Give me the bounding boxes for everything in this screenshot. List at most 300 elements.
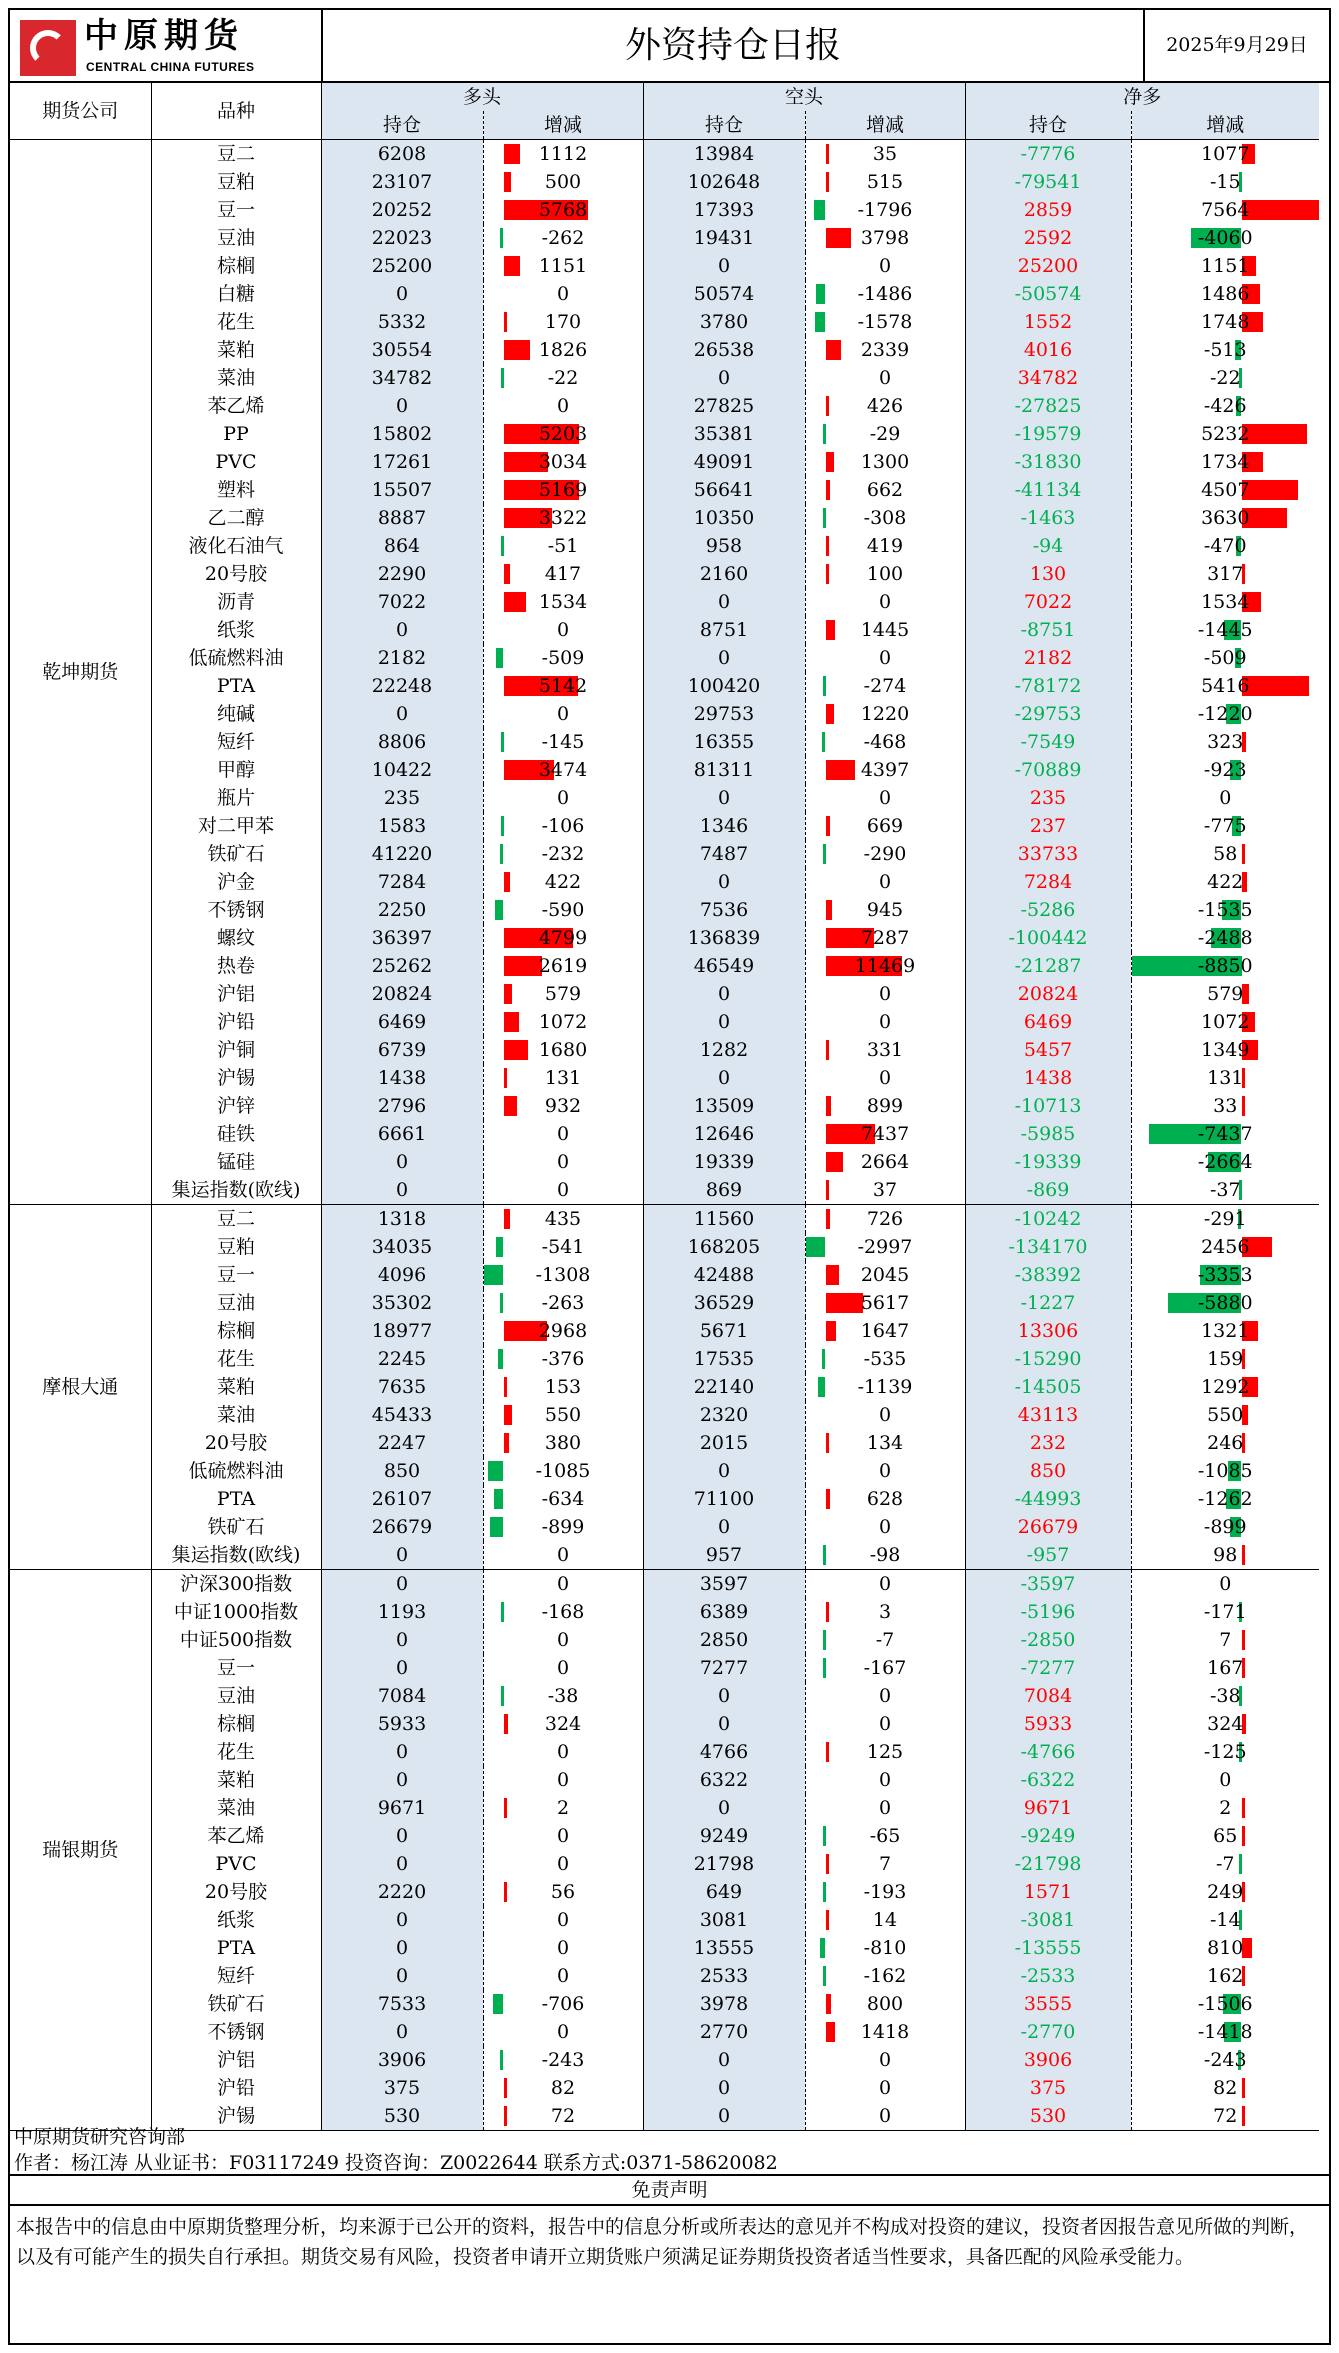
net-position bbox=[965, 476, 1131, 504]
variety-name: 豆一 bbox=[151, 1261, 321, 1289]
cell-value: -2533 bbox=[1020, 1964, 1076, 1987]
net-change bbox=[1131, 616, 1319, 644]
table-row bbox=[10, 1261, 1319, 1289]
cell-value: 56641 bbox=[693, 478, 755, 501]
net-position bbox=[965, 1850, 1131, 1878]
net-position bbox=[965, 784, 1131, 812]
cell-value: 7084 bbox=[377, 1684, 427, 1707]
cell-value: 0 bbox=[717, 254, 731, 277]
long-change bbox=[483, 1176, 643, 1205]
net-position bbox=[965, 1822, 1131, 1850]
cell-value: 0 bbox=[556, 282, 570, 305]
net-position bbox=[965, 140, 1131, 169]
short-position bbox=[643, 1176, 805, 1205]
long-position bbox=[321, 1092, 483, 1120]
cell-value: 2770 bbox=[699, 2020, 749, 2043]
short-change bbox=[805, 924, 965, 952]
cell-value: 12646 bbox=[693, 1122, 755, 1145]
cell-value: 0 bbox=[395, 1964, 409, 1987]
cell-value: 375 bbox=[1029, 2076, 1067, 2099]
table-row bbox=[10, 1064, 1319, 1092]
net-change bbox=[1131, 1485, 1319, 1513]
net-change bbox=[1131, 476, 1319, 504]
short-position bbox=[643, 2018, 805, 2046]
net-position bbox=[965, 1373, 1131, 1401]
net-change bbox=[1131, 140, 1319, 169]
cell-value: -134170 bbox=[1008, 1235, 1088, 1258]
decrease-bar bbox=[822, 1349, 826, 1369]
net-change bbox=[1131, 1120, 1319, 1148]
cell-value: 380 bbox=[544, 1431, 582, 1454]
decrease-bar bbox=[822, 732, 825, 752]
long-change bbox=[483, 1317, 643, 1345]
net-position bbox=[965, 896, 1131, 924]
cell-value: 7564 bbox=[1201, 198, 1250, 221]
short-position bbox=[643, 1822, 805, 1850]
increase-bar bbox=[1242, 676, 1309, 696]
short-position bbox=[643, 1541, 805, 1570]
net-change bbox=[1131, 1626, 1319, 1654]
cell-value: -3081 bbox=[1020, 1908, 1076, 1931]
increase-bar bbox=[826, 144, 829, 164]
long-change bbox=[483, 560, 643, 588]
net-position bbox=[965, 756, 1131, 784]
cell-value: 1346 bbox=[699, 814, 749, 837]
cell-value: 0 bbox=[556, 1122, 570, 1145]
net-change bbox=[1131, 784, 1319, 812]
cell-value: 5169 bbox=[538, 478, 588, 501]
short-position bbox=[643, 140, 805, 169]
increase-bar bbox=[504, 312, 507, 332]
variety-name: 铁矿石 bbox=[151, 840, 321, 868]
cell-value: 0 bbox=[395, 1852, 409, 1875]
cell-value: -2770 bbox=[1020, 2020, 1076, 2043]
cell-value: 58 bbox=[1213, 842, 1238, 865]
report-footer bbox=[10, 2118, 1329, 2278]
cell-value: -15 bbox=[1209, 170, 1241, 193]
cell-value: 1552 bbox=[1023, 310, 1073, 333]
cell-value: 0 bbox=[556, 1768, 570, 1791]
net-change bbox=[1131, 252, 1319, 280]
short-change bbox=[805, 588, 965, 616]
net-change bbox=[1131, 952, 1319, 980]
net-position bbox=[965, 1092, 1131, 1120]
cell-value: 5457 bbox=[1023, 1038, 1073, 1061]
cell-value: 0 bbox=[395, 2020, 409, 2043]
cell-value: 6208 bbox=[377, 142, 427, 165]
net-change bbox=[1131, 868, 1319, 896]
cell-value: 323 bbox=[1207, 730, 1244, 753]
cell-value: 2182 bbox=[1023, 646, 1073, 669]
cell-value: 7635 bbox=[377, 1375, 427, 1398]
cell-value: 17261 bbox=[371, 450, 433, 473]
company-name: 摩根大通 bbox=[10, 1205, 151, 1570]
table-row bbox=[10, 840, 1319, 868]
cell-value: 4397 bbox=[860, 758, 910, 781]
cell-value: -29753 bbox=[1014, 702, 1082, 725]
net-change bbox=[1131, 840, 1319, 868]
net-change bbox=[1131, 420, 1319, 448]
cell-value: -10242 bbox=[1014, 1207, 1082, 1230]
cell-value: 2664 bbox=[860, 1150, 910, 1173]
cell-value: -38 bbox=[547, 1684, 579, 1707]
long-change bbox=[483, 2074, 643, 2102]
net-position bbox=[965, 196, 1131, 224]
net-change bbox=[1131, 1794, 1319, 1822]
cell-value: 1418 bbox=[860, 2020, 910, 2043]
long-change bbox=[483, 1233, 643, 1261]
cell-value: 3906 bbox=[1023, 2048, 1073, 2071]
cell-value: 45433 bbox=[371, 1403, 433, 1426]
short-change bbox=[805, 1148, 965, 1176]
long-change bbox=[483, 1429, 643, 1457]
long-position bbox=[321, 2074, 483, 2102]
cell-value: 34782 bbox=[371, 366, 433, 389]
net-change bbox=[1131, 644, 1319, 672]
table-row bbox=[10, 1626, 1319, 1654]
variety-name: 液化石油气 bbox=[151, 532, 321, 560]
short-position bbox=[643, 476, 805, 504]
net-position bbox=[965, 812, 1131, 840]
long-change bbox=[483, 168, 643, 196]
short-change bbox=[805, 1850, 965, 1878]
cell-value: 0 bbox=[556, 1936, 570, 1959]
cell-value: 6469 bbox=[1023, 1010, 1073, 1033]
increase-bar bbox=[826, 340, 841, 360]
cell-value: 0 bbox=[878, 1403, 892, 1426]
decrease-bar bbox=[1239, 1854, 1242, 1874]
long-change bbox=[483, 1036, 643, 1064]
cell-value: -1535 bbox=[1197, 898, 1253, 921]
cell-value: -168 bbox=[541, 1600, 585, 1623]
cell-value: 0 bbox=[556, 1150, 570, 1173]
cell-value: 0 bbox=[556, 1178, 570, 1201]
long-change bbox=[483, 644, 643, 672]
short-change bbox=[805, 1401, 965, 1429]
short-position bbox=[643, 1008, 805, 1036]
net-change bbox=[1131, 1654, 1319, 1682]
cell-value: 7277 bbox=[699, 1656, 749, 1679]
short-position bbox=[643, 1401, 805, 1429]
cell-value: -193 bbox=[863, 1880, 907, 1903]
variety-name: 铁矿石 bbox=[151, 1513, 321, 1541]
net-change bbox=[1131, 2046, 1319, 2074]
cell-value: 426 bbox=[866, 394, 904, 417]
cell-value: 100 bbox=[866, 562, 904, 585]
short-position bbox=[643, 896, 805, 924]
short-position bbox=[643, 952, 805, 980]
cell-value: -100442 bbox=[1008, 926, 1088, 949]
long-position bbox=[321, 1485, 483, 1513]
cell-value: 0 bbox=[556, 1740, 570, 1763]
cell-value: 11469 bbox=[854, 954, 916, 977]
variety-name: 沪铅 bbox=[151, 1008, 321, 1036]
cell-value: 0 bbox=[717, 1712, 731, 1735]
variety-name: 中证500指数 bbox=[151, 1626, 321, 1654]
net-position bbox=[965, 2018, 1131, 2046]
short-change bbox=[805, 1092, 965, 1120]
cell-value: 232 bbox=[1029, 1431, 1067, 1454]
net-position bbox=[965, 1233, 1131, 1261]
increase-bar bbox=[504, 1714, 509, 1734]
cell-value: 0 bbox=[717, 1459, 731, 1482]
table-row bbox=[10, 952, 1319, 980]
cell-value: 810 bbox=[1207, 1936, 1244, 1959]
cell-value: -1578 bbox=[857, 310, 913, 333]
cell-value: -1308 bbox=[535, 1263, 591, 1286]
long-position bbox=[321, 532, 483, 560]
long-position bbox=[321, 812, 483, 840]
table-row bbox=[10, 1176, 1319, 1205]
cell-value: -509 bbox=[1203, 646, 1247, 669]
cell-value: 1438 bbox=[377, 1066, 427, 1089]
short-position bbox=[643, 196, 805, 224]
cell-value: 98 bbox=[1213, 1543, 1238, 1566]
long-change bbox=[483, 504, 643, 532]
short-position bbox=[643, 1345, 805, 1373]
variety-name: 沪锌 bbox=[151, 1092, 321, 1120]
net-change bbox=[1131, 1289, 1319, 1317]
cell-value: 530 bbox=[1029, 2104, 1067, 2127]
variety-name: 豆二 bbox=[151, 1205, 321, 1234]
short-change bbox=[805, 364, 965, 392]
long-change bbox=[483, 1513, 643, 1541]
cell-value: 932 bbox=[544, 1094, 582, 1117]
long-position bbox=[321, 2018, 483, 2046]
cell-value: 7437 bbox=[860, 1122, 910, 1145]
long-change bbox=[483, 616, 643, 644]
cell-value: -2850 bbox=[1020, 1628, 1076, 1651]
cell-value: 9249 bbox=[699, 1824, 749, 1847]
decrease-bar bbox=[494, 1489, 503, 1509]
cell-value: 2 bbox=[1219, 1796, 1232, 1819]
table-row bbox=[10, 1878, 1319, 1906]
long-change bbox=[483, 1682, 643, 1710]
net-change bbox=[1131, 2074, 1319, 2102]
long-change bbox=[483, 1120, 643, 1148]
short-change bbox=[805, 812, 965, 840]
variety-name: 集运指数(欧线) bbox=[151, 1176, 321, 1205]
long-position bbox=[321, 1233, 483, 1261]
header-net: 净多 bbox=[965, 83, 1319, 111]
variety-name: 低硫燃料油 bbox=[151, 644, 321, 672]
variety-name: 菜油 bbox=[151, 364, 321, 392]
net-change bbox=[1131, 1148, 1319, 1176]
short-change bbox=[805, 280, 965, 308]
cell-value: -94 bbox=[1032, 534, 1064, 557]
cell-value: -2488 bbox=[1197, 926, 1253, 949]
decrease-bar bbox=[495, 900, 504, 920]
disclaimer-text: 本报告中的信息由中原期货整理分析，均来源于已公开的资料，报告中的信息分析或所表达的意见并不构成对投资的建议，投资者因报告意见所做的判断，以及有可能产生的损失自行承担。期货交易有风险，投资者申请开立期货账户须满足证券期货投资者适当性要求，具备匹配的风险承受能力。 bbox=[16, 2216, 1309, 2268]
table-row bbox=[10, 1401, 1319, 1429]
cell-value: 899 bbox=[866, 1094, 904, 1117]
variety-name: 豆二 bbox=[151, 140, 321, 169]
cell-value: -1445 bbox=[1197, 618, 1253, 641]
short-change bbox=[805, 140, 965, 169]
net-change bbox=[1131, 1176, 1319, 1205]
long-position bbox=[321, 1205, 483, 1234]
long-position bbox=[321, 1289, 483, 1317]
increase-bar bbox=[1242, 480, 1298, 500]
cell-value: 2850 bbox=[699, 1628, 749, 1651]
net-position bbox=[965, 252, 1131, 280]
cell-value: 0 bbox=[878, 1459, 892, 1482]
short-change bbox=[805, 1738, 965, 1766]
variety-name: 菜粕 bbox=[151, 1766, 321, 1794]
cell-value: 8751 bbox=[699, 618, 749, 641]
cell-value: 17393 bbox=[693, 198, 755, 221]
long-change bbox=[483, 1570, 643, 1599]
cell-value: 6389 bbox=[699, 1600, 749, 1623]
cell-value: 82 bbox=[1213, 2076, 1238, 2099]
cell-value: 0 bbox=[556, 1628, 570, 1651]
increase-bar bbox=[826, 1602, 829, 1622]
long-change bbox=[483, 224, 643, 252]
net-position bbox=[965, 1682, 1131, 1710]
header-net-position: 持仓 bbox=[965, 111, 1131, 140]
long-change bbox=[483, 1345, 643, 1373]
variety-name: 菜粕 bbox=[151, 336, 321, 364]
cell-value: 21798 bbox=[693, 1852, 755, 1875]
cell-value: 3555 bbox=[1023, 1992, 1073, 2015]
cell-value: 7536 bbox=[699, 898, 749, 921]
cell-value: 2796 bbox=[377, 1094, 427, 1117]
increase-bar bbox=[826, 2022, 835, 2042]
net-change bbox=[1131, 980, 1319, 1008]
cell-value: 2290 bbox=[377, 562, 427, 585]
cell-value: 0 bbox=[717, 1515, 731, 1538]
net-position bbox=[965, 1120, 1131, 1148]
net-position bbox=[965, 1008, 1131, 1036]
cell-value: -2997 bbox=[857, 1235, 913, 1258]
header-short-position: 持仓 bbox=[643, 111, 805, 140]
short-change bbox=[805, 728, 965, 756]
net-change bbox=[1131, 168, 1319, 196]
net-change bbox=[1131, 1345, 1319, 1373]
cell-value: 0 bbox=[878, 1768, 892, 1791]
net-position bbox=[965, 364, 1131, 392]
decrease-bar bbox=[823, 424, 826, 444]
increase-bar bbox=[504, 984, 512, 1004]
cell-value: -899 bbox=[541, 1515, 585, 1538]
variety-name: 豆粕 bbox=[151, 1233, 321, 1261]
cell-value: 0 bbox=[717, 366, 731, 389]
cell-value: 0 bbox=[395, 282, 409, 305]
cell-value: -376 bbox=[541, 1347, 585, 1370]
short-position bbox=[643, 1682, 805, 1710]
decrease-bar bbox=[488, 1461, 504, 1481]
table-row bbox=[10, 532, 1319, 560]
decrease-bar bbox=[816, 284, 826, 304]
long-change bbox=[483, 476, 643, 504]
cell-value: 46549 bbox=[693, 954, 755, 977]
net-change bbox=[1131, 1710, 1319, 1738]
cell-value: 36529 bbox=[693, 1291, 755, 1314]
cell-value: 4016 bbox=[1023, 338, 1073, 361]
short-change bbox=[805, 1710, 965, 1738]
net-position bbox=[965, 2074, 1131, 2102]
cell-value: 0 bbox=[556, 702, 570, 725]
variety-name: 20号胶 bbox=[151, 560, 321, 588]
cell-value: 2245 bbox=[377, 1347, 427, 1370]
net-change bbox=[1131, 448, 1319, 476]
cell-value: 1072 bbox=[538, 1010, 588, 1033]
increase-bar bbox=[1242, 1938, 1252, 1958]
long-position bbox=[321, 616, 483, 644]
cell-value: 317 bbox=[1207, 562, 1244, 585]
long-position bbox=[321, 168, 483, 196]
short-change bbox=[805, 1457, 965, 1485]
short-position bbox=[643, 1738, 805, 1766]
increase-bar bbox=[1242, 844, 1245, 864]
net-position bbox=[965, 1429, 1131, 1457]
decrease-bar bbox=[823, 508, 826, 528]
variety-name: 瓶片 bbox=[151, 784, 321, 812]
report-title: 外资持仓日报 bbox=[624, 25, 841, 66]
short-position bbox=[643, 980, 805, 1008]
cell-value: 102648 bbox=[687, 170, 761, 193]
long-change bbox=[483, 1261, 643, 1289]
net-change bbox=[1131, 1822, 1319, 1850]
long-change bbox=[483, 1738, 643, 1766]
long-change bbox=[483, 1289, 643, 1317]
variety-name: 中证1000指数 bbox=[151, 1598, 321, 1626]
variety-name: 沪铜 bbox=[151, 1036, 321, 1064]
cell-value: 6739 bbox=[377, 1038, 427, 1061]
cell-value: 579 bbox=[544, 982, 582, 1005]
net-position bbox=[965, 1036, 1131, 1064]
cell-value: 331 bbox=[866, 1038, 904, 1061]
cell-value: 22140 bbox=[693, 1375, 755, 1398]
net-position bbox=[965, 1205, 1131, 1234]
net-position bbox=[965, 280, 1131, 308]
net-change bbox=[1131, 560, 1319, 588]
cell-value: 579 bbox=[1207, 982, 1244, 1005]
cell-value: -6322 bbox=[1020, 1768, 1076, 1791]
cell-value: 1292 bbox=[1201, 1375, 1250, 1398]
cell-value: -44993 bbox=[1014, 1487, 1082, 1510]
cell-value: -41134 bbox=[1014, 478, 1082, 501]
net-position bbox=[965, 728, 1131, 756]
long-change bbox=[483, 1710, 643, 1738]
net-position bbox=[965, 392, 1131, 420]
cell-value: 0 bbox=[878, 1796, 892, 1819]
short-change bbox=[805, 252, 965, 280]
table-row bbox=[10, 1233, 1319, 1261]
cell-value: 1680 bbox=[538, 1038, 588, 1061]
cell-value: 0 bbox=[717, 786, 731, 809]
increase-bar bbox=[504, 1377, 507, 1397]
increase-bar bbox=[826, 452, 835, 472]
cell-value: 81311 bbox=[693, 758, 755, 781]
long-position bbox=[321, 336, 483, 364]
net-position bbox=[965, 336, 1131, 364]
long-position bbox=[321, 392, 483, 420]
short-position bbox=[643, 1205, 805, 1234]
increase-bar bbox=[504, 1068, 507, 1088]
long-position bbox=[321, 196, 483, 224]
short-position bbox=[643, 1373, 805, 1401]
net-position bbox=[965, 1261, 1131, 1289]
table-row bbox=[10, 224, 1319, 252]
table-row bbox=[10, 308, 1319, 336]
cell-value: 2247 bbox=[377, 1431, 427, 1454]
cell-value: 3978 bbox=[699, 1992, 749, 2015]
table-row bbox=[10, 392, 1319, 420]
cell-value: 30554 bbox=[371, 338, 433, 361]
cell-value: 1445 bbox=[860, 618, 910, 641]
long-change bbox=[483, 1990, 643, 2018]
